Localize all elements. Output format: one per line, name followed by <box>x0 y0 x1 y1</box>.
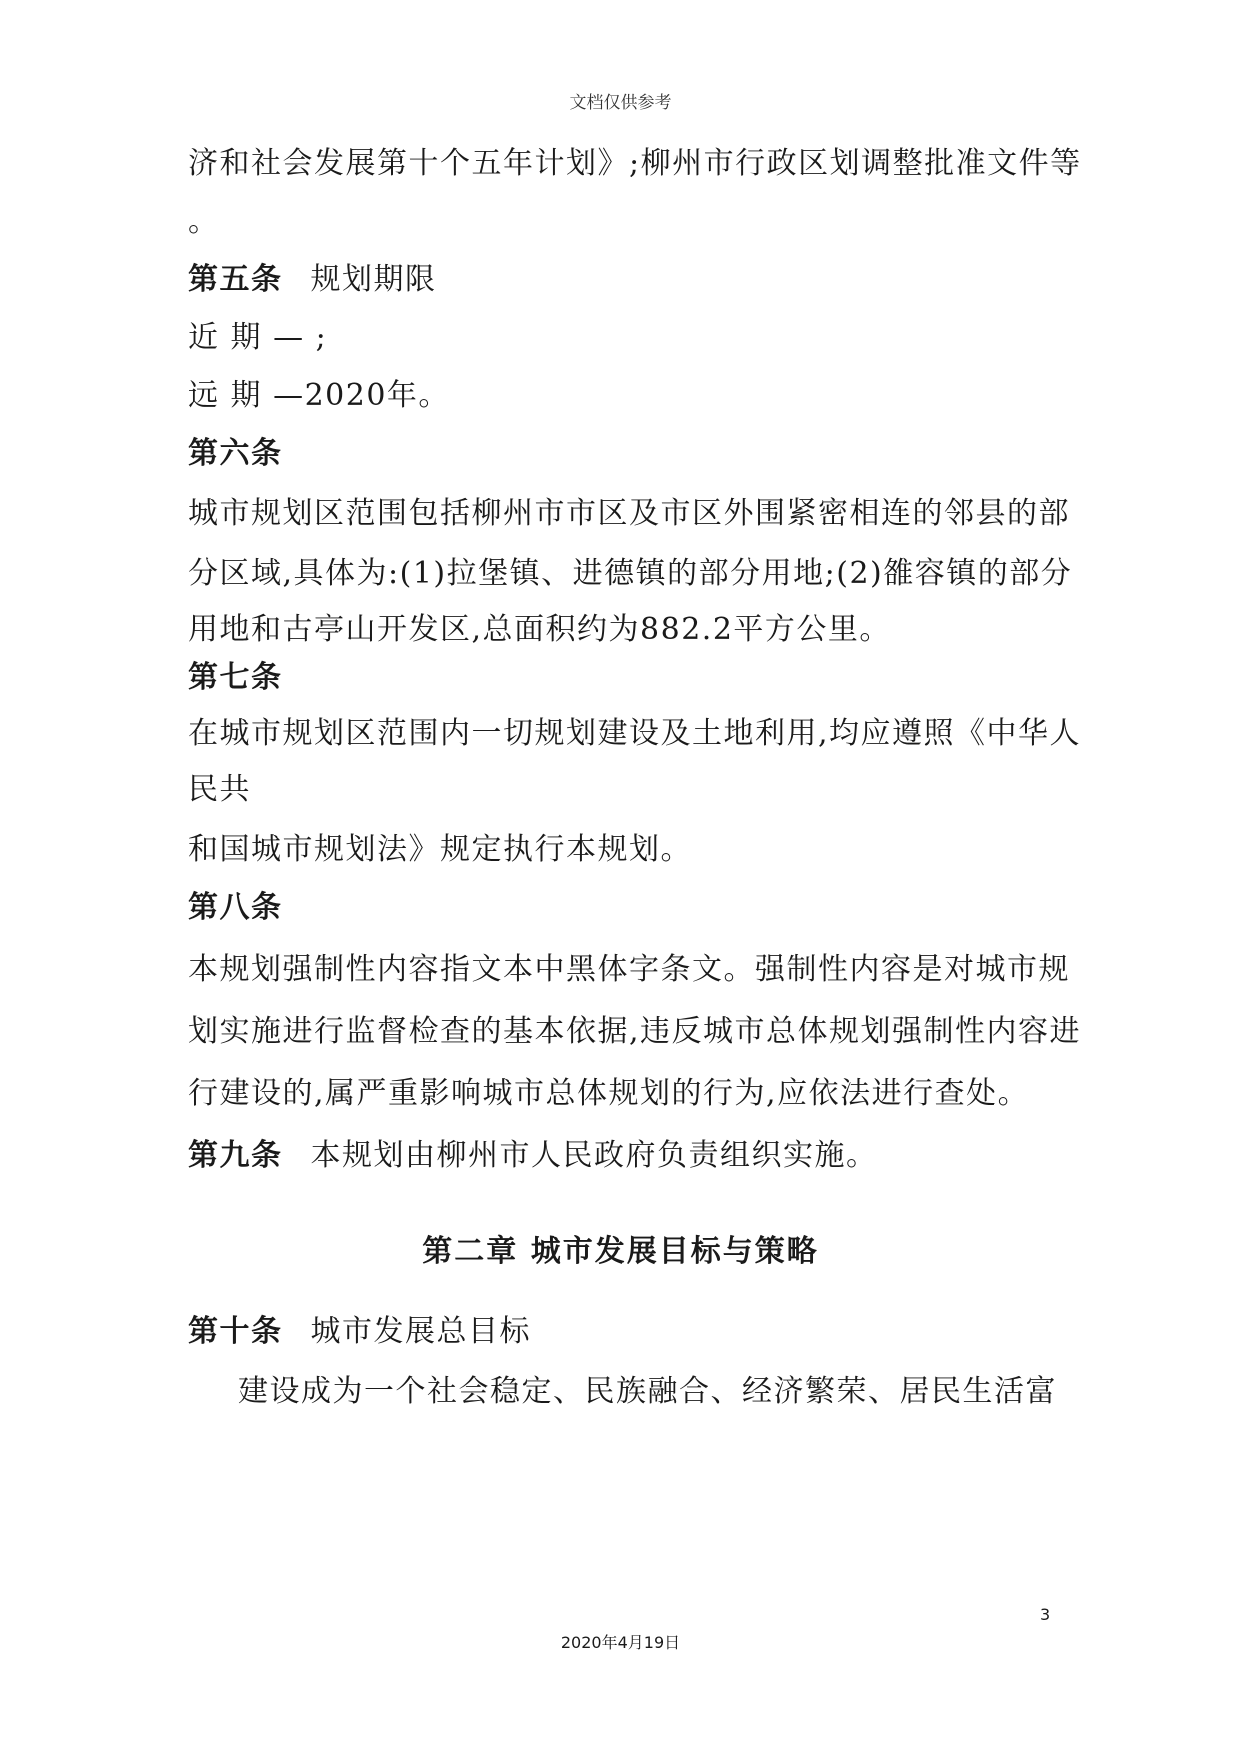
text-line: 本规划强制性内容指文本中黑体字条文。强制性内容是对城市规 <box>188 952 1070 987</box>
text-line: 民共 <box>188 772 251 807</box>
article-text: 本规划由柳州市人民政府负责组织实施。 <box>310 1138 878 1173</box>
text-line: 在城市规划区范围内一切规划建设及土地利用,均应遵照《中华人 <box>188 716 1082 751</box>
article-title: 第六条 <box>188 436 283 471</box>
article-title: 第八条 <box>188 890 283 925</box>
text-line: 。 <box>188 204 220 239</box>
text-line: 远 期 —2020年。 <box>188 378 450 413</box>
text-line: 分区域,具体为:(1)拉堡镇、进德镇的部分用地;(2)雒容镇的部分 <box>188 556 1073 591</box>
article-title: 第九条 <box>188 1138 283 1173</box>
article-text: 规划期限 <box>310 262 437 297</box>
article-5 <box>188 262 437 298</box>
article-title: 第七条 <box>188 660 283 695</box>
article-9 <box>188 1138 878 1174</box>
article-title: 第十条 <box>188 1314 283 1349</box>
article-text: 城市发展总目标 <box>310 1314 531 1349</box>
text-line: 行建设的,属严重影响城市总体规划的行为,应依法进行查处。 <box>188 1076 1030 1111</box>
page-header: 文档仅供参考 <box>569 93 672 113</box>
text-line: 用地和古亭山开发区,总面积约为882.2平方公里。 <box>188 612 891 647</box>
article-10 <box>188 1314 531 1350</box>
text-line: 城市规划区范围包括柳州市市区及市区外围紧密相连的邻县的部 <box>188 496 1070 531</box>
text-line: 和国城市规划法》规定执行本规划。 <box>188 832 692 867</box>
page-footer: 2020年4月19日 <box>560 1633 681 1652</box>
text-line: 济和社会发展第十个五年计划》;柳州市行政区划调整批准文件等 <box>188 146 1082 181</box>
text-line: 划实施进行监督检查的基本依据,违反城市总体规划强制性内容进 <box>188 1014 1082 1049</box>
chapter-heading: 第二章 城市发展目标与策略 <box>422 1234 819 1269</box>
text-line: 建设成为一个社会稳定、民族融合、经济繁荣、居民生活富 <box>238 1374 1057 1409</box>
article-title: 第五条 <box>188 262 283 297</box>
page-number: 3 <box>1040 1605 1051 1624</box>
text-line: 近 期 — ; <box>188 320 328 355</box>
